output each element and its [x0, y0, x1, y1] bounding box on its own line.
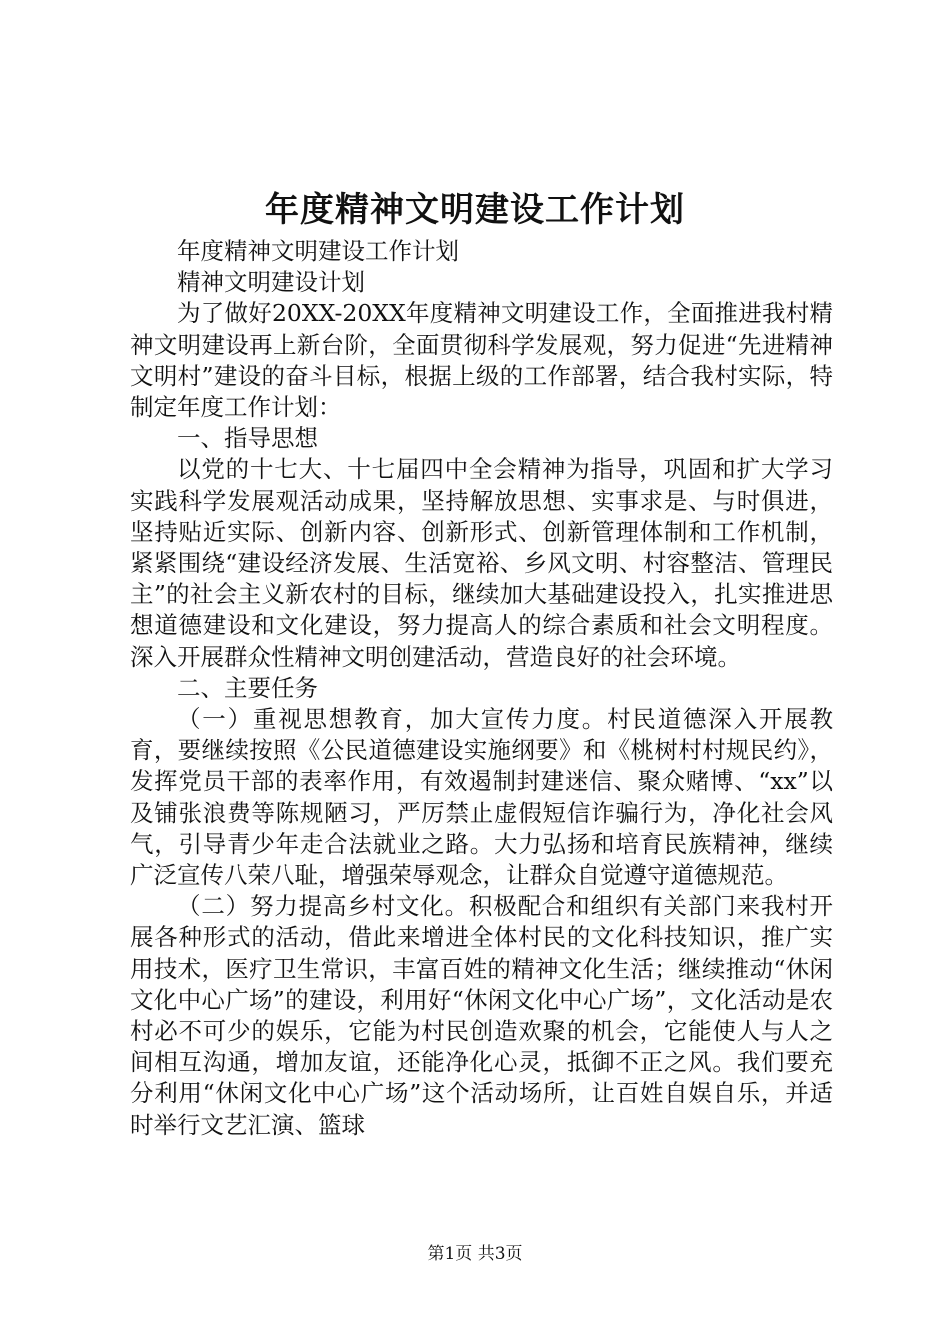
paragraph-intro: 为了做好20XX-20XX年度精神文明建设工作，全面推进我村精神文明建设再上新台阶，全面贯彻科学发展观，努力促进“先进精神文明村”建设的奋斗目标，根据上级的工作部署，结合我村实际，特制定年度工作计划：: [130, 299, 833, 422]
paragraph-guiding-ideology: 以党的十七大、十七届四中全会精神为指导，巩固和扩大学习实践科学发展观活动成果，坚持解放思想、实事求是、与时俱进，坚持贴近实际、创新内容、创新形式、创新管理体制和工作机制，紧紧围绕“建设经济发展、生活宽裕、乡风文明、村容整洁、管理民主”的社会主义新农村的目标，继续加大基础建设投入，扎实推进思想道德建设和文化建设，努力提高人的综合素质和社会文明程度。深入开展群众性精神文明创建活动，营造良好的社会环境。: [130, 455, 833, 671]
page-footer: 第1页 共3页: [427, 1244, 523, 1264]
document-title: 年度精神文明建设工作计划: [265, 190, 685, 230]
paragraph-task-one: （一）重视思想教育，加大宣传力度。村民道德深入开展教育，要继续按照《公民道德建设实施纲要》和《桃树村村规民约》，发挥党员干部的表率作用，有效遏制封建迷信、聚众赌博、“xx”以及铺张浪费等陈规陋习，严厉禁止虚假短信诈骗行为，净化社会风气，引导青少年走合法就业之路。大力弘扬和培育民族精神，继续广泛宣传八荣八耻，增强荣辱观念，让群众自觉遵守道德规范。: [130, 705, 833, 890]
paragraph-subtitle: 年度精神文明建设工作计划: [177, 237, 459, 265]
paragraph-plan-name: 精神文明建设计划: [177, 268, 365, 297]
paragraph-task-two: （二）努力提高乡村文化。积极配合和组织有关部门来我村开展各种形式的活动，借此来增进全体村民的文化科技知识，推广实用技术，医疗卫生常识，丰富百姓的精神文化生活；继续推动“休闲文化中心广场”的建设，利用好“休闲文化中心广场”，文化活动是农村必不可少的娱乐，它能为村民创造欢聚的机会，它能使人与人之间相互沟通，增加友谊，还能净化心灵，抵御不正之风。我们要充分利用“休闲文化中心广场”这个活动场所，让百姓自娱自乐，并适时举行文艺汇演、篮球: [130, 892, 833, 1139]
heading-main-tasks: 二、主要任务: [177, 673, 318, 702]
heading-guiding-ideology: 一、指导思想: [177, 424, 318, 453]
document-body: [130, 236, 833, 1141]
